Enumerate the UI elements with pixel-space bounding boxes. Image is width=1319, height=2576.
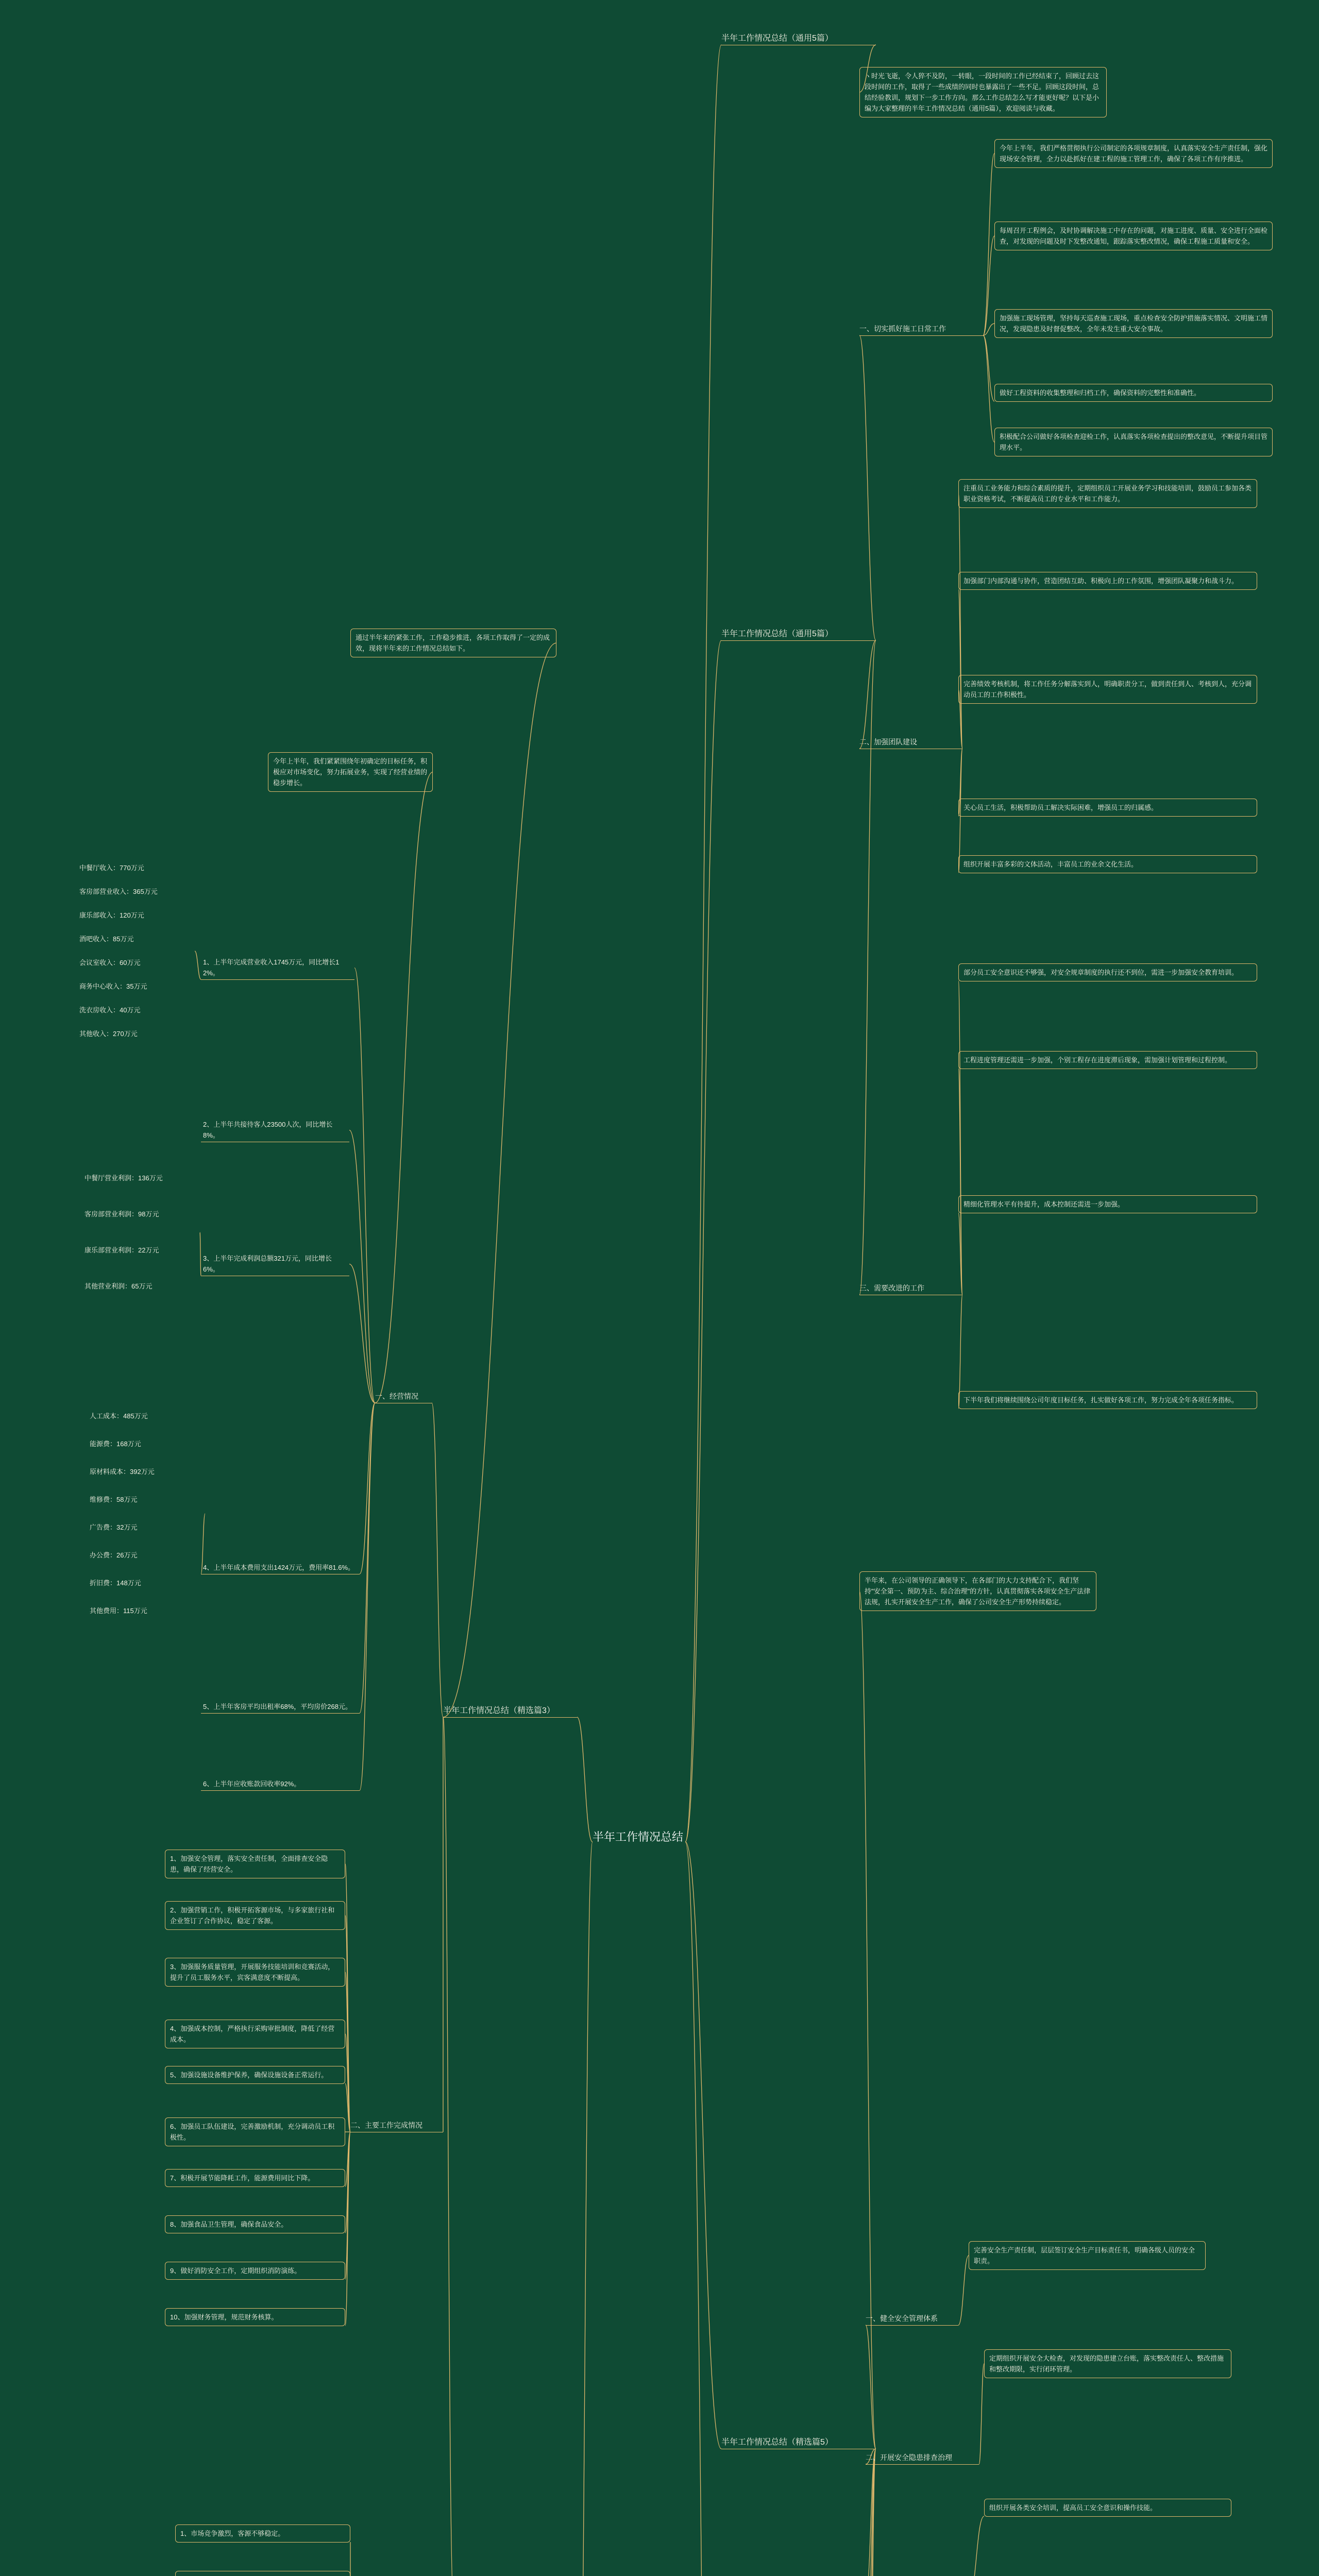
text-node[interactable]: 3、加强服务质量管理，开展服务技能培训和竞赛活动，提升了员工服务水平，宾客满意度不断提高。 — [165, 1958, 345, 1987]
connector-line — [360, 1403, 375, 1713]
list-items: 中餐厅营业利润：136万元 客房部营业利润：98万元 康乐部营业利润：22万元 其他营业利润：65万元 — [84, 1174, 163, 1290]
text-node[interactable]: 半年来，在公司领导的正确领导下，在各部门的大力支持配合下，我们坚持"安全第一、预防为主、综合治理"的方针，认真贯彻落实各项安全生产法律法规，扎实开展安全生产工作，确保了公司安全生产形势持续稳定。 — [859, 1571, 1096, 1611]
list-node[interactable]: 3、上半年完成利润总额321万元，同比增长6%。 — [201, 1252, 349, 1276]
connector-line — [859, 335, 876, 640]
text-node[interactable]: 7、积极开展节能降耗工作，能源费用同比下降。 — [165, 2169, 345, 2187]
subbranch-node[interactable]: 二、主要工作完成情况 — [350, 2120, 443, 2132]
text-node[interactable]: 注重员工业务能力和综合素质的提升，定期组织员工开展业务学习和技能培训，鼓励员工参加各类职业资格考试，不断提高员工的专业水平和工作能力。 — [958, 479, 1257, 508]
connector-line — [979, 2364, 984, 2464]
text-node[interactable]: 积极配合公司做好各项检查迎检工作，认真落实各项检查提出的整改意见，不断提升项目管理水平。 — [994, 428, 1273, 456]
connector-line — [969, 2516, 984, 2576]
text-node[interactable]: 精细化管理水平有待提升，成本控制还需进一步加强。 — [958, 1195, 1257, 1213]
connector-line — [685, 1842, 721, 2576]
text-node[interactable]: 组织开展丰富多彩的文体活动，丰富员工的业余文化生活。 — [958, 855, 1257, 873]
connector-line — [577, 1717, 593, 1842]
connector-line — [577, 1842, 593, 2576]
subbranch-node[interactable]: 一、切实抓好施工日常工作 — [859, 324, 983, 336]
connector-line — [195, 951, 201, 979]
text-node[interactable]: 5、加强设施设备维护保养，确保设施设备正常运行。 — [165, 2066, 345, 2084]
connector-line — [685, 1842, 721, 2449]
text-node[interactable]: ヽ时光飞逝，令人猝不及防，一转眼，一段时间的工作已经结束了，回顾过去这段时间的工作，取得了一些成绩的同时也暴露出了一些不足。回顾这段时间，总结经验教训，规划下一步工作方向。那么工作总结怎么写才能更好呢？以下是小编为大家整理的半年工作情况总结（通用5篇），欢迎阅读与收藏。 — [859, 67, 1107, 117]
list-node[interactable]: 2、上半年共接待客人23500人次，同比增长8%。 — [201, 1118, 349, 1142]
subbranch-node[interactable]: 二、开展安全隐患排查治理 — [866, 2452, 979, 2465]
text-node[interactable]: 今年上半年，我们紧紧围绕年初确定的目标任务，积极应对市场变化，努力拓展业务，实现了经营业绩的稳步增长。 — [268, 752, 433, 792]
branch-node[interactable]: 半年工作情况总结（精选篇3） — [443, 1705, 577, 1718]
subbranch-node[interactable]: 一、健全安全管理体系 — [866, 2313, 958, 2326]
connector-line — [866, 2325, 876, 2449]
text-node[interactable]: 9、做好消防安全工作，定期组织消防演练。 — [165, 2262, 345, 2280]
connector-line — [685, 45, 721, 1842]
text-node[interactable]: 今年上半年，我们严格贯彻执行公司制定的各项规章制度，认真落实安全生产责任制，强化现场安全管理，全力以赴抓好在建工程的施工管理工作，确保了各项工作有序推进。 — [994, 139, 1273, 168]
text-node[interactable]: 完善绩效考核机制，将工作任务分解落实到人，明确职责分工，做到责任到人、考核到人，充分调动员工的工作积极性。 — [958, 675, 1257, 704]
text-node[interactable]: 组织开展各类安全培训，提高员工安全意识和操作技能。 — [984, 2499, 1231, 2517]
connector-line — [685, 640, 721, 1842]
text-node[interactable]: 8、加强食品卫生管理，确保食品安全。 — [165, 2215, 345, 2233]
text-node[interactable]: 10、加强财务管理，规范财务核算。 — [165, 2308, 345, 2326]
subbranch-node[interactable]: 一、经营情况 — [375, 1391, 432, 1403]
connector-line — [983, 154, 994, 335]
connector-line — [443, 643, 556, 1717]
root-node[interactable]: 半年工作情况总结 — [593, 1831, 684, 1843]
text-node[interactable]: 加强部门内部沟通与协作，营造团结互助、积极向上的工作氛围，增强团队凝聚力和战斗力。 — [958, 572, 1257, 590]
text-node[interactable]: 关心员工生活，积极帮助员工解决实际困难，增强员工的归属感。 — [958, 799, 1257, 817]
connector-line — [432, 1403, 443, 1717]
list-node[interactable]: 1、上半年完成营业收入1745万元，同比增长12%。 — [201, 956, 354, 980]
text-node[interactable]: 1、加强安全管理，落实安全责任制，全面排查安全隐患，确保了经营安全。 — [165, 1850, 345, 1878]
subbranch-node[interactable]: 三、需要改进的工作 — [859, 1283, 962, 1295]
list-node[interactable]: 6、上半年应收账款回收率92%。 — [201, 1777, 360, 1791]
connector-line — [866, 2449, 876, 2576]
text-node[interactable]: 定期组织开展安全大检查，对发现的隐患建立台账，落实整改责任人、整改措施和整改期限，实行闭环管理。 — [984, 2349, 1231, 2378]
list-node[interactable]: 5、上半年客房平均出租率68%，平均房价268元。 — [201, 1700, 360, 1714]
text-node[interactable]: 做好工程资料的收集整理和归档工作，确保资料的完整性和准确性。 — [994, 384, 1273, 402]
connector-line — [958, 2256, 969, 2325]
text-node[interactable]: 2、加强营销工作，积极开拓客源市场，与多家旅行社和企业签订了合作协议，稳定了客源。 — [165, 1901, 345, 1930]
text-node[interactable]: 下半年我们将继续围绕公司年度目标任务，扎实做好各项工作，努力完成全年各项任务指标。 — [958, 1391, 1257, 1409]
text-node[interactable]: 部分员工安全意识还不够强，对安全规章制度的执行还不到位，需进一步加强安全教育培训。 — [958, 963, 1257, 981]
branch-node[interactable]: 半年工作情况总结（通用5篇） — [721, 33, 876, 45]
text-node[interactable]: 4、加强成本控制，严格执行采购审批制度，降低了经营成本。 — [165, 2020, 345, 2048]
connector-line — [443, 1717, 453, 2576]
text-node[interactable]: 工程进度管理还需进一步加强，个别工程存在进度滞后现象，需加强计划管理和过程控制。 — [958, 1051, 1257, 1069]
text-node[interactable]: 6、加强员工队伍建设，完善激励机制，充分调动员工积极性。 — [165, 2117, 345, 2146]
list-items: 中餐厅收入：770万元 客房部营业收入：365万元 康乐部收入：120万元 酒吧收入：85万元 会议室收入：60万元 商务中心收入：35万元 洗衣房收入：40万元 其他收入：270万元 — [79, 864, 158, 1038]
connector-line — [983, 335, 994, 442]
list-node[interactable]: 4、上半年成本费用支出1424万元，费用率81.6%。 — [201, 1561, 360, 1574]
connector-line — [375, 772, 433, 1403]
subbranch-node[interactable]: 二、加强团队建设 — [859, 737, 962, 749]
connector-line — [349, 1130, 375, 1403]
branch-node[interactable]: 半年工作情况总结（通用5篇） — [721, 629, 876, 641]
text-node[interactable]: 通过半年来的紧张工作，工作稳步推进，各项工作取得了一定的成效，现将半年来的工作情况总结如下。 — [350, 629, 556, 657]
branch-node[interactable]: 半年工作情况总结（精选篇5） — [721, 2437, 876, 2449]
text-node[interactable]: 1、市场竞争激烈，客源不够稳定。 — [175, 2524, 350, 2543]
connector-line — [859, 640, 876, 749]
text-node[interactable] — [175, 2571, 350, 2576]
text-node[interactable]: 每周召开工程例会，及时协调解决施工中存在的问题，对施工进度、质量、安全进行全面检查，对发现的问题及时下发整改通知，跟踪落实整改情况，确保工程施工质量和安全。 — [994, 222, 1273, 250]
text-node[interactable]: 完善安全生产责任制，层层签订安全生产目标责任书，明确各级人员的安全职责。 — [969, 2241, 1206, 2270]
connector-line — [360, 1403, 375, 1790]
connector-line — [345, 1916, 350, 2132]
connector-line — [349, 1264, 375, 1403]
text-node[interactable]: 加强施工现场管理，坚持每天巡查施工现场，重点检查安全防护措施落实情况、文明施工情况，发现隐患及时督促整改，全年未发生重大安全事故。 — [994, 309, 1273, 338]
list-items: 人工成本：485万元 能源费：168万元 原材料成本：392万元 维修费：58万元 广告费：32万元 办公费：26万元 折旧费：148万元 其他费用：115万元 — [90, 1412, 155, 1615]
